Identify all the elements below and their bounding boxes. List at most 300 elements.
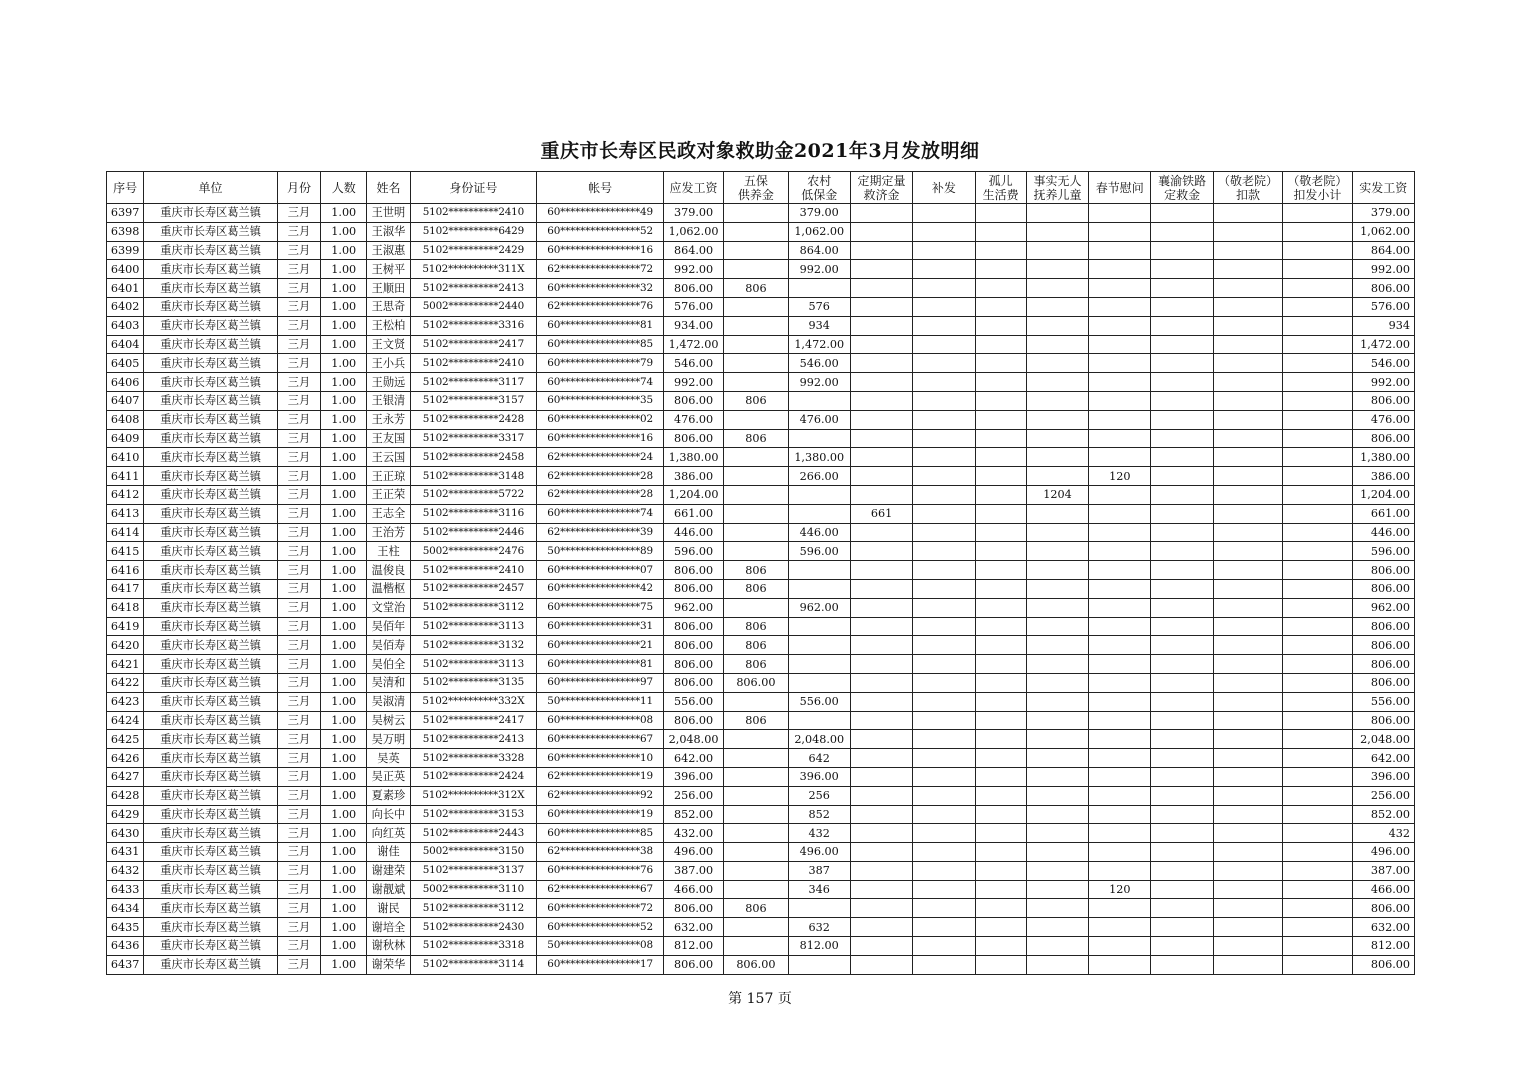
cell-month: 三月 [277, 598, 320, 617]
cell-orphan [975, 730, 1026, 749]
cell-unattended [1026, 260, 1088, 279]
cell-unit: 重庆市长寿区葛兰镇 [144, 843, 278, 862]
cell-payable: 446.00 [663, 523, 723, 542]
cell-name: 王勋远 [367, 373, 410, 392]
cell-deduct [1213, 391, 1282, 410]
cell-deduct-sub [1283, 354, 1352, 373]
cell-name: 谢靓斌 [367, 880, 410, 899]
cell-count: 1.00 [321, 316, 367, 335]
cell-xiangyu [1151, 354, 1213, 373]
cell-payable: 806.00 [663, 279, 723, 298]
cell-unit: 重庆市长寿区葛兰镇 [144, 354, 278, 373]
cell-month: 三月 [277, 279, 320, 298]
cell-payable: 992.00 [663, 260, 723, 279]
cell-bufa [913, 504, 975, 523]
cell-total: 476.00 [1352, 410, 1414, 429]
cell-xiangyu [1151, 918, 1213, 937]
cell-bufa [913, 260, 975, 279]
cell-payable: 386.00 [663, 467, 723, 486]
cell-account: 60****************52 [537, 222, 664, 241]
cell-total: 806.00 [1352, 391, 1414, 410]
cell-account: 62****************24 [537, 448, 664, 467]
cell-seq: 6415 [107, 542, 144, 561]
cell-seq: 6423 [107, 692, 144, 711]
cell-orphan [975, 542, 1026, 561]
cell-bufa [913, 861, 975, 880]
cell-month: 三月 [277, 260, 320, 279]
cell-wubao [724, 730, 788, 749]
cell-dibao: 1,472.00 [788, 335, 850, 354]
cell-dingqi [850, 204, 912, 223]
cell-unattended [1026, 297, 1088, 316]
cell-account: 60****************10 [537, 749, 664, 768]
cell-spring [1089, 861, 1151, 880]
cell-payable: 661.00 [663, 504, 723, 523]
cell-dingqi [850, 937, 912, 956]
cell-account: 60****************42 [537, 579, 664, 598]
cell-name: 温楷枢 [367, 579, 410, 598]
cell-name: 王治芳 [367, 523, 410, 542]
cell-xiangyu [1151, 899, 1213, 918]
cell-dibao: 992.00 [788, 260, 850, 279]
cell-unit: 重庆市长寿区葛兰镇 [144, 504, 278, 523]
cell-xiangyu [1151, 955, 1213, 974]
cell-wubao [724, 824, 788, 843]
cell-unattended [1026, 880, 1088, 899]
cell-orphan [975, 504, 1026, 523]
cell-orphan [975, 692, 1026, 711]
cell-dibao [788, 899, 850, 918]
cell-count: 1.00 [321, 899, 367, 918]
cell-xiangyu [1151, 335, 1213, 354]
cell-payable: 852.00 [663, 805, 723, 824]
cell-deduct-sub [1283, 937, 1352, 956]
cell-deduct [1213, 636, 1282, 655]
table-row [107, 899, 1415, 918]
cell-unit: 重庆市长寿区葛兰镇 [144, 955, 278, 974]
cell-unattended [1026, 749, 1088, 768]
cell-bufa [913, 373, 975, 392]
cell-seq: 6426 [107, 749, 144, 768]
cell-orphan [975, 222, 1026, 241]
cell-count: 1.00 [321, 241, 367, 260]
cell-orphan [975, 655, 1026, 674]
cell-account: 62****************76 [537, 297, 664, 316]
cell-month: 三月 [277, 241, 320, 260]
cell-account: 60****************17 [537, 955, 664, 974]
cell-id: 5002**********2476 [410, 542, 537, 561]
cell-unattended [1026, 467, 1088, 486]
table-row [107, 260, 1415, 279]
cell-account: 62****************67 [537, 880, 664, 899]
cell-wubao [724, 542, 788, 561]
cell-dingqi [850, 316, 912, 335]
cell-dibao: 546.00 [788, 354, 850, 373]
cell-month: 三月 [277, 861, 320, 880]
table-row [107, 222, 1415, 241]
cell-name: 王志全 [367, 504, 410, 523]
cell-count: 1.00 [321, 655, 367, 674]
cell-bufa [913, 617, 975, 636]
cell-spring [1089, 805, 1151, 824]
cell-count: 1.00 [321, 561, 367, 580]
cell-orphan [975, 485, 1026, 504]
cell-wubao: 806 [724, 899, 788, 918]
cell-orphan [975, 241, 1026, 260]
cell-unit: 重庆市长寿区葛兰镇 [144, 222, 278, 241]
cell-spring [1089, 542, 1151, 561]
cell-xiangyu [1151, 391, 1213, 410]
cell-count: 1.00 [321, 391, 367, 410]
cell-deduct-sub [1283, 429, 1352, 448]
cell-spring [1089, 485, 1151, 504]
header-account: 帐号 [537, 172, 664, 204]
cell-total: 256.00 [1352, 786, 1414, 805]
cell-month: 三月 [277, 485, 320, 504]
cell-count: 1.00 [321, 579, 367, 598]
cell-dingqi [850, 805, 912, 824]
cell-name: 王正琼 [367, 467, 410, 486]
cell-dibao [788, 504, 850, 523]
cell-deduct [1213, 692, 1282, 711]
cell-wubao [724, 316, 788, 335]
cell-total: 546.00 [1352, 354, 1414, 373]
cell-unit: 重庆市长寿区葛兰镇 [144, 204, 278, 223]
cell-dibao [788, 617, 850, 636]
cell-xiangyu [1151, 655, 1213, 674]
cell-id: 5102**********3135 [410, 673, 537, 692]
cell-seq: 6418 [107, 598, 144, 617]
cell-bufa [913, 824, 975, 843]
cell-name: 谢荣华 [367, 955, 410, 974]
cell-bufa [913, 485, 975, 504]
cell-unit: 重庆市长寿区葛兰镇 [144, 655, 278, 674]
cell-spring [1089, 767, 1151, 786]
cell-payable: 632.00 [663, 918, 723, 937]
cell-unit: 重庆市长寿区葛兰镇 [144, 824, 278, 843]
cell-orphan [975, 204, 1026, 223]
cell-dingqi [850, 880, 912, 899]
table-row [107, 749, 1415, 768]
cell-name: 吴树云 [367, 711, 410, 730]
cell-unit: 重庆市长寿区葛兰镇 [144, 241, 278, 260]
cell-id: 5102**********2424 [410, 767, 537, 786]
cell-name: 王小兵 [367, 354, 410, 373]
cell-name: 王淑惠 [367, 241, 410, 260]
cell-total: 596.00 [1352, 542, 1414, 561]
cell-wubao [724, 692, 788, 711]
cell-payable: 1,380.00 [663, 448, 723, 467]
cell-wubao [724, 485, 788, 504]
cell-bufa [913, 467, 975, 486]
cell-deduct-sub [1283, 767, 1352, 786]
cell-orphan [975, 335, 1026, 354]
cell-xiangyu [1151, 316, 1213, 335]
cell-month: 三月 [277, 561, 320, 580]
cell-xiangyu [1151, 711, 1213, 730]
cell-unit: 重庆市长寿区葛兰镇 [144, 937, 278, 956]
table-row [107, 918, 1415, 937]
cell-orphan [975, 260, 1026, 279]
cell-bufa [913, 899, 975, 918]
cell-bufa [913, 767, 975, 786]
cell-seq: 6433 [107, 880, 144, 899]
cell-unit: 重庆市长寿区葛兰镇 [144, 880, 278, 899]
cell-dibao [788, 711, 850, 730]
cell-dingqi [850, 843, 912, 862]
cell-payable: 806.00 [663, 561, 723, 580]
header-dibao: 农村 低保金 [788, 172, 850, 204]
cell-deduct-sub [1283, 730, 1352, 749]
cell-dingqi [850, 335, 912, 354]
cell-deduct-sub [1283, 843, 1352, 862]
cell-dibao: 387 [788, 861, 850, 880]
cell-id: 5102**********2428 [410, 410, 537, 429]
cell-dibao [788, 561, 850, 580]
cell-id: 5102**********3157 [410, 391, 537, 410]
cell-month: 三月 [277, 354, 320, 373]
cell-deduct [1213, 955, 1282, 974]
cell-deduct-sub [1283, 918, 1352, 937]
cell-id: 5102**********3318 [410, 937, 537, 956]
cell-id: 5102**********6429 [410, 222, 537, 241]
cell-deduct [1213, 260, 1282, 279]
cell-orphan [975, 429, 1026, 448]
cell-orphan [975, 391, 1026, 410]
cell-bufa [913, 354, 975, 373]
cell-unit: 重庆市长寿区葛兰镇 [144, 730, 278, 749]
cell-total: 806.00 [1352, 636, 1414, 655]
cell-dingqi [850, 899, 912, 918]
cell-payable: 496.00 [663, 843, 723, 862]
cell-spring [1089, 749, 1151, 768]
cell-id: 5102**********3113 [410, 655, 537, 674]
table-row [107, 767, 1415, 786]
cell-total: 379.00 [1352, 204, 1414, 223]
cell-deduct-sub [1283, 805, 1352, 824]
cell-payable: 432.00 [663, 824, 723, 843]
table-row [107, 335, 1415, 354]
cell-account: 62****************28 [537, 467, 664, 486]
cell-xiangyu [1151, 485, 1213, 504]
cell-total: 642.00 [1352, 749, 1414, 768]
cell-deduct-sub [1283, 636, 1352, 655]
cell-spring [1089, 410, 1151, 429]
cell-bufa [913, 222, 975, 241]
cell-dingqi [850, 260, 912, 279]
cell-unit: 重庆市长寿区葛兰镇 [144, 673, 278, 692]
cell-account: 60****************74 [537, 373, 664, 392]
header-seq: 序号 [107, 172, 144, 204]
cell-unit: 重庆市长寿区葛兰镇 [144, 636, 278, 655]
cell-id: 5102**********2457 [410, 579, 537, 598]
cell-total: 496.00 [1352, 843, 1414, 862]
cell-wubao [724, 467, 788, 486]
cell-deduct-sub [1283, 373, 1352, 392]
cell-unattended [1026, 279, 1088, 298]
cell-deduct [1213, 711, 1282, 730]
cell-month: 三月 [277, 410, 320, 429]
cell-xiangyu [1151, 598, 1213, 617]
cell-xiangyu [1151, 204, 1213, 223]
cell-spring [1089, 598, 1151, 617]
cell-total: 864.00 [1352, 241, 1414, 260]
cell-account: 60****************76 [537, 861, 664, 880]
cell-dingqi [850, 391, 912, 410]
cell-seq: 6435 [107, 918, 144, 937]
cell-name: 王柱 [367, 542, 410, 561]
cell-name: 谢秋林 [367, 937, 410, 956]
cell-payable: 576.00 [663, 297, 723, 316]
cell-dibao: 1,062.00 [788, 222, 850, 241]
cell-unit: 重庆市长寿区葛兰镇 [144, 767, 278, 786]
cell-count: 1.00 [321, 279, 367, 298]
cell-unit: 重庆市长寿区葛兰镇 [144, 861, 278, 880]
cell-orphan [975, 861, 1026, 880]
cell-seq: 6427 [107, 767, 144, 786]
cell-payable: 806.00 [663, 899, 723, 918]
cell-deduct [1213, 749, 1282, 768]
cell-name: 夏素珍 [367, 786, 410, 805]
header-unit: 单位 [144, 172, 278, 204]
cell-bufa [913, 730, 975, 749]
cell-wubao [724, 523, 788, 542]
cell-seq: 6424 [107, 711, 144, 730]
cell-xiangyu [1151, 786, 1213, 805]
cell-dibao: 576 [788, 297, 850, 316]
cell-name: 谢民 [367, 899, 410, 918]
cell-total: 806.00 [1352, 561, 1414, 580]
cell-id: 5102**********3317 [410, 429, 537, 448]
cell-payable: 256.00 [663, 786, 723, 805]
header-spring: 春节慰问 [1089, 172, 1151, 204]
cell-seq: 6417 [107, 579, 144, 598]
cell-count: 1.00 [321, 448, 367, 467]
cell-count: 1.00 [321, 467, 367, 486]
cell-seq: 6405 [107, 354, 144, 373]
cell-wubao [724, 918, 788, 937]
cell-wubao [724, 373, 788, 392]
cell-bufa [913, 542, 975, 561]
cell-account: 60****************52 [537, 918, 664, 937]
cell-deduct [1213, 335, 1282, 354]
cell-unattended [1026, 861, 1088, 880]
header-xiangyu: 襄渝铁路 定救金 [1151, 172, 1213, 204]
cell-name: 王友国 [367, 429, 410, 448]
cell-bufa [913, 749, 975, 768]
cell-total: 1,204.00 [1352, 485, 1414, 504]
cell-seq: 6398 [107, 222, 144, 241]
header-unattended: 事实无人 抚养儿童 [1026, 172, 1088, 204]
cell-seq: 6432 [107, 861, 144, 880]
cell-seq: 6419 [107, 617, 144, 636]
cell-wubao: 806 [724, 617, 788, 636]
cell-count: 1.00 [321, 204, 367, 223]
cell-wubao: 806 [724, 655, 788, 674]
cell-orphan [975, 786, 1026, 805]
cell-seq: 6421 [107, 655, 144, 674]
cell-deduct-sub [1283, 335, 1352, 354]
table-row [107, 786, 1415, 805]
cell-total: 446.00 [1352, 523, 1414, 542]
cell-id: 5102**********3328 [410, 749, 537, 768]
cell-unit: 重庆市长寿区葛兰镇 [144, 523, 278, 542]
cell-unattended [1026, 222, 1088, 241]
cell-dibao: 266.00 [788, 467, 850, 486]
cell-count: 1.00 [321, 410, 367, 429]
cell-spring [1089, 279, 1151, 298]
cell-bufa [913, 918, 975, 937]
cell-account: 60****************32 [537, 279, 664, 298]
cell-seq: 6406 [107, 373, 144, 392]
cell-unattended [1026, 542, 1088, 561]
cell-payable: 962.00 [663, 598, 723, 617]
header-count: 人数 [321, 172, 367, 204]
cell-count: 1.00 [321, 786, 367, 805]
cell-deduct [1213, 222, 1282, 241]
cell-count: 1.00 [321, 843, 367, 862]
cell-unattended [1026, 730, 1088, 749]
table-row [107, 297, 1415, 316]
cell-count: 1.00 [321, 767, 367, 786]
cell-deduct-sub [1283, 410, 1352, 429]
cell-dibao: 642 [788, 749, 850, 768]
cell-deduct [1213, 354, 1282, 373]
cell-count: 1.00 [321, 222, 367, 241]
cell-seq: 6416 [107, 561, 144, 580]
header-row [107, 172, 1415, 204]
cell-id: 5102**********3153 [410, 805, 537, 824]
cell-account: 60****************49 [537, 204, 664, 223]
cell-deduct [1213, 579, 1282, 598]
cell-deduct-sub [1283, 260, 1352, 279]
cell-count: 1.00 [321, 429, 367, 448]
cell-name: 王淑华 [367, 222, 410, 241]
cell-spring [1089, 335, 1151, 354]
cell-id: 5102**********2413 [410, 279, 537, 298]
cell-dingqi [850, 749, 912, 768]
cell-dingqi [850, 485, 912, 504]
cell-unattended [1026, 937, 1088, 956]
cell-total: 806.00 [1352, 899, 1414, 918]
cell-account: 62****************39 [537, 523, 664, 542]
cell-orphan [975, 561, 1026, 580]
cell-unit: 重庆市长寿区葛兰镇 [144, 542, 278, 561]
cell-unattended [1026, 354, 1088, 373]
cell-unattended [1026, 617, 1088, 636]
cell-name: 吴英 [367, 749, 410, 768]
cell-deduct-sub [1283, 598, 1352, 617]
cell-xiangyu [1151, 241, 1213, 260]
cell-spring [1089, 448, 1151, 467]
cell-deduct-sub [1283, 579, 1352, 598]
cell-payable: 806.00 [663, 617, 723, 636]
cell-dibao [788, 279, 850, 298]
cell-count: 1.00 [321, 673, 367, 692]
cell-total: 992.00 [1352, 373, 1414, 392]
cell-deduct-sub [1283, 391, 1352, 410]
cell-total: 396.00 [1352, 767, 1414, 786]
cell-id: 5102**********2413 [410, 730, 537, 749]
cell-deduct [1213, 373, 1282, 392]
cell-month: 三月 [277, 617, 320, 636]
cell-spring [1089, 316, 1151, 335]
cell-count: 1.00 [321, 937, 367, 956]
cell-count: 1.00 [321, 861, 367, 880]
cell-wubao [724, 297, 788, 316]
cell-deduct [1213, 504, 1282, 523]
cell-orphan [975, 749, 1026, 768]
